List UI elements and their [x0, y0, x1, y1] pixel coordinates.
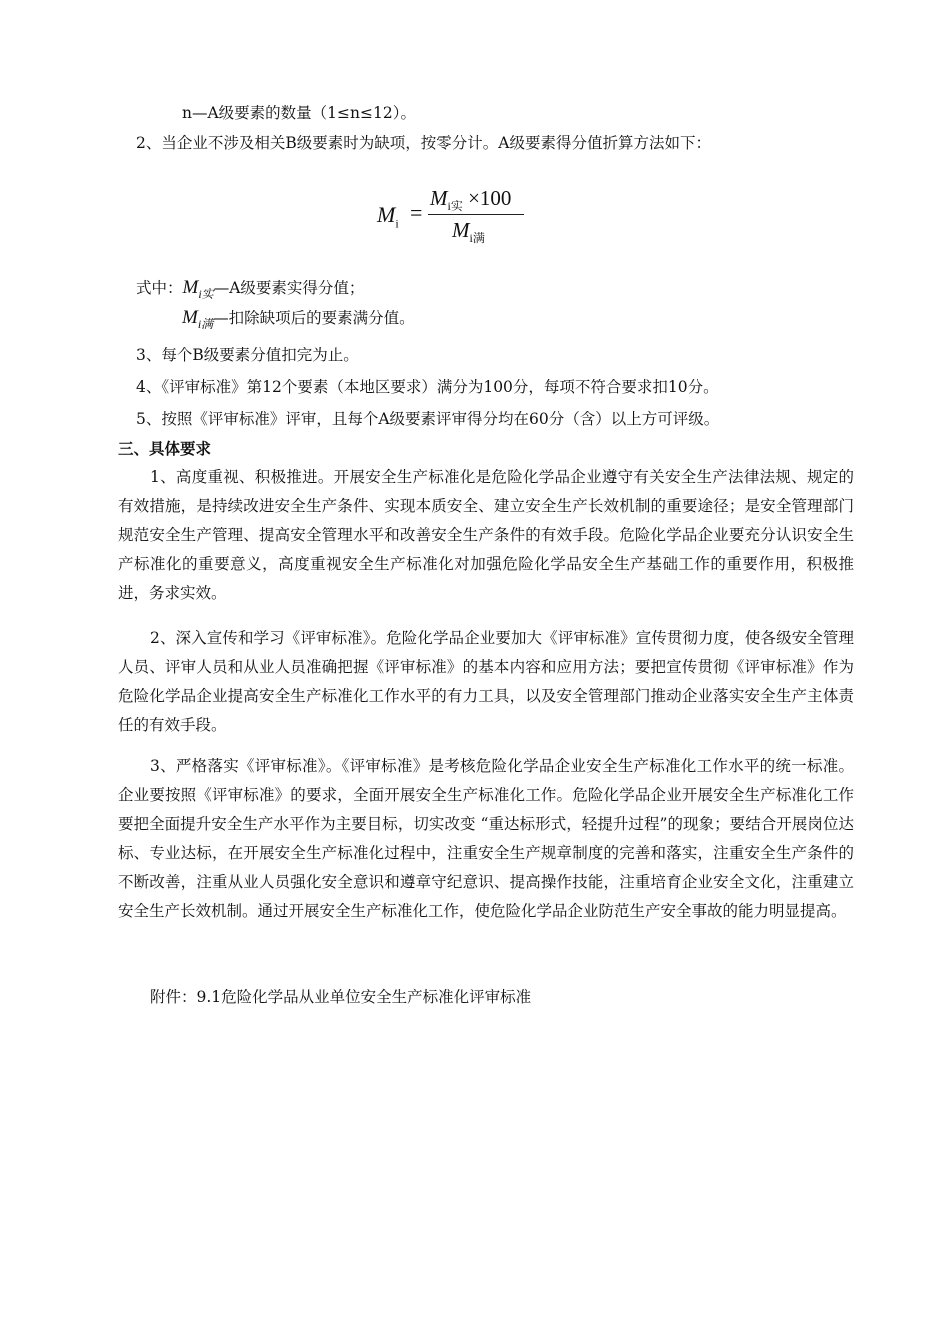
score-formula — [372, 182, 542, 252]
m-full-symbol: $M_{i满}$ — [182, 307, 214, 331]
m-full-definition: —扣除缺项后的要素满分值。 — [213, 309, 415, 327]
m-real-symbol: $M_{i实}$ — [182, 277, 214, 301]
item-4: 4、《评审标准》第12个要素（本地区要求）满分为100分，每项不符合要求扣10分。 — [136, 378, 719, 396]
fraction-bar — [428, 214, 524, 215]
requirement-paragraph-3: 3、严格落实《评审标准》。《评审标准》是考核危险化学品企业安全生产标准化工作水平的统一标准。企业要按照《评审标准》的要求，全面开展安全生产标准化工作。危险化学品企业开展安全生产标准化工作要把全面提升安全生产水平作为主要目标，切实改变 “重达标形式，轻提升过程”的现象；要结合开展岗位达标、专业达标，在开展安全生产标准化过程中，注重安全生产规章制度的完善和落实，注重安全生产条件的不断改善，注重从业人员强化安全意识和遵章守纪意识、提高操作技能，注重培育企业安全文化，注重建立安全生产长效机制。通过开展安全生产标准化工作，使危险化学品企业防范生产安全事故的能力明显提高。 — [118, 757, 854, 920]
formula-numerator: $M_{i实} \times 100$ — [430, 186, 512, 214]
section-heading-3: 三、具体要求 — [118, 440, 212, 458]
attachment-line: 附件：9.1危险化学品从业单位安全生产标准化评审标准 — [150, 988, 532, 1006]
where-label: 式中： — [136, 279, 183, 297]
requirement-paragraph-1: 1、高度重视、积极推进。开展安全生产标准化是危险化学品企业遵守有关安全生产法律法规、规定的有效措施，是持续改进安全生产条件、实现本质安全、建立安全生产长效机制的重要途径；是安全管理部门规范安全生产管理、提高安全管理水平和改善安全生产条件的有效手段。危险化学品企业要充分认识安全生产标准化的重要意义，高度重视安全生产标准化对加强危险化学品安全生产基础工作的重要作用，积极推进，务求实效。 — [118, 468, 854, 602]
formula-lhs: $M_i$ — [377, 202, 399, 231]
m-full-line — [182, 306, 415, 332]
item-5: 5、按照《评审标准》评审，且每个A级要素评审得分均在60分（含）以上方可评级。 — [136, 410, 720, 428]
m-real-definition: —A级要素实得分值； — [213, 279, 365, 297]
item-2: 2、当企业不涉及相关B级要素时为缺项，按零分计。A级要素得分值折算方法如下： — [136, 134, 711, 152]
formula-equals: = — [410, 200, 423, 225]
formula-denominator: $M_{i满}$ — [452, 218, 485, 246]
item-3: 3、每个B级要素分值扣完为止。 — [136, 346, 359, 364]
where-line — [136, 276, 364, 302]
n-definition: n—A级要素的数量（1≤n≤12）。 — [182, 104, 416, 122]
requirement-paragraph-2: 2、深入宣传和学习《评审标准》。危险化学品企业要加大《评审标准》宣传贯彻力度，使各级安全管理人员、评审人员和从业人员准确把握《评审标准》的基本内容和应用方法；要把宣传贯彻《评审标准》作为危险化学品企业提高安全生产标准化工作水平的有力工具，以及安全管理部门推动企业落实安全生产主体责任的有效手段。 — [118, 629, 854, 734]
